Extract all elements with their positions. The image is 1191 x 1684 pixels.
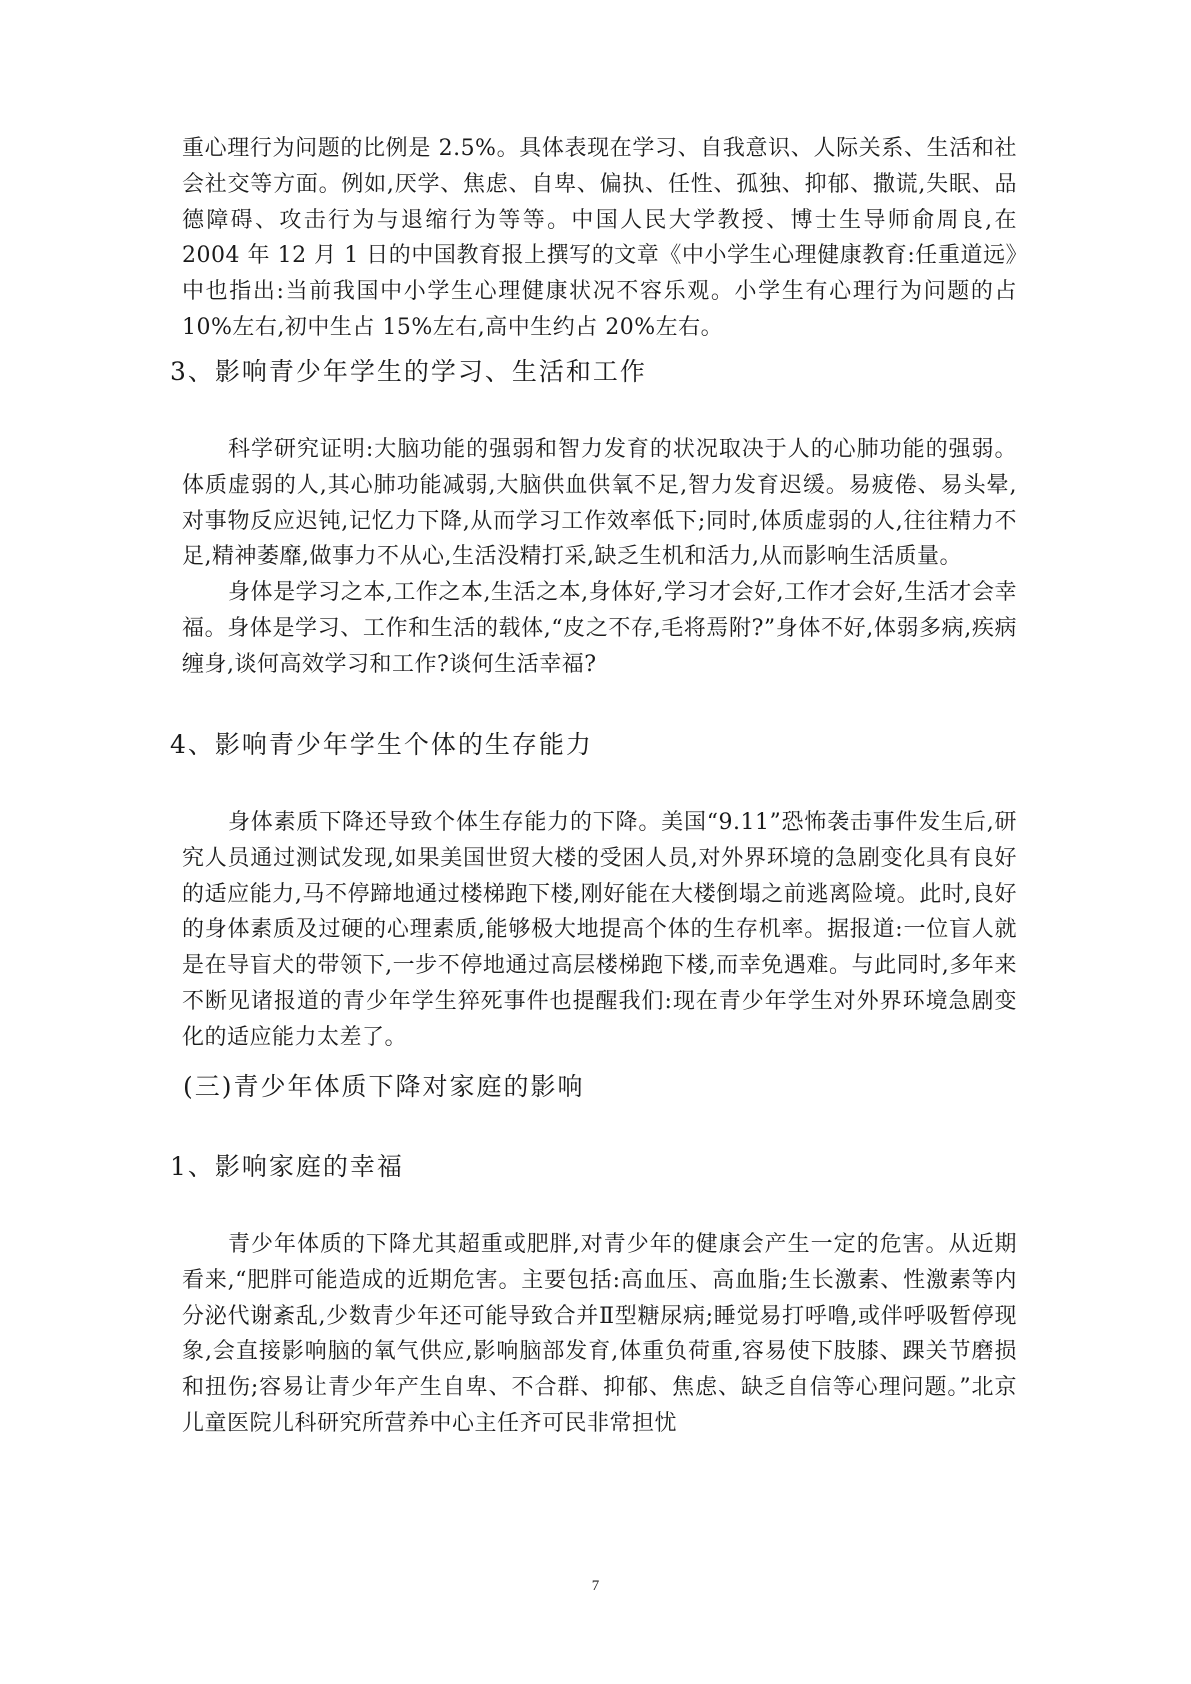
body-paragraph-survival (182, 805, 1017, 1056)
paragraph-text: 身体是学习之本,工作之本,生活之本,身体好,学习才会好,工作才会好,生活才会幸福。身体是学习、工作和生活的载体,“皮之不存,毛将焉附?”身体不好,体弱多病,疾病缠身,谈何高效学习和工作?谈何生活幸福? (182, 580, 1017, 677)
paragraph-text: 科学研究证明:大脑功能的强弱和智力发育的状况取决于人的心肺功能的强弱。体质虚弱的人,其心肺功能减弱,大脑供血供氧不足,智力发育迟缓。易疲倦、易头晕,对事物反应迟钝,记忆力下降,从而学习工作效率低下;同时,体质虚弱的人,往往精力不足,精神萎靡,做事力不从心,生活没精打采,缺乏生机和活力,从而影响生活质量。 (182, 437, 1017, 570)
page-number: 7 (591, 1578, 600, 1594)
paragraph-text: 身体素质下降还导致个体生存能力的下降。美国“9.11”恐怖袭击事件发生后,研究人员通过测试发现,如果美国世贸大楼的受困人员,对外界环境的急剧变化具有良好的适应能力,马不停蹄地通过楼梯跑下楼,刚好能在大楼倒塌之前逃离险境。此时,良好的身体素质及过硬的心理素质,能够极大地提高个体的生存机率。据报道:一位盲人就是在导盲犬的带领下,一步不停地通过高层楼梯跑下楼,而幸免遇难。与此同时,多年来不断见诸报道的青少年学生猝死事件也提醒我们:现在青少年学生对外界环境急剧变化的适应能力太差了。 (182, 810, 1017, 1050)
paragraph-text: 青少年体质的下降尤其超重或肥胖,对青少年的健康会产生一定的危害。从近期看来,“肥胖可能造成的近期危害。主要包括:高血压、高血脂;生长激素、性激素等内分泌代谢紊乱,少数青少年还可能导致合并Ⅱ型糖尿病;睡觉易打呼噜,或伴呼吸暂停现象,会直接影响脑的氧气供应,影响脑部发育,体重负荷重,容易使下肢膝、踝关节磨损和扭伤;容易让青少年产生自卑、不合群、抑郁、焦虑、缺乏自信等心理问题。”北京儿童医院儿科研究所营养中心主任齐可民非常担忧 (182, 1232, 1017, 1436)
paragraph-text: 重心理行为问题的比例是 2.5%。具体表现在学习、自我意识、人际关系、生活和社会社交等方面。例如,厌学、焦虑、自卑、偏执、任性、孤独、抑郁、撒谎,失眠、品德障碍、攻击行为与退缩行为等等。中国人民大学教授、博士生导师俞周良,在 2004 年 12 月 1 日的中国教育报上撰写的文章《中小学生心理健康教育:任重道远》中也指出:当前我国中小学生心理健康状况不容乐观。小学生有心理行为问题的占 10%左右,初中生占 15%左右,高中生约占 20%左右。 (182, 136, 1017, 340)
heading-impact-study-life-work: 3、影响青少年学生的学习、生活和工作 (170, 357, 647, 386)
heading-impact-survival-ability: 4、影响青少年学生个体的生存能力 (170, 730, 593, 759)
section-heading-family-impact: (三)青少年体质下降对家庭的影响 (183, 1072, 585, 1101)
heading-family-happiness: 1、影响家庭的幸福 (170, 1152, 404, 1181)
body-paragraph-brain-function (182, 432, 1017, 683)
body-paragraph-obesity (182, 1227, 1017, 1442)
body-paragraph-psychology-stats (182, 131, 1017, 346)
